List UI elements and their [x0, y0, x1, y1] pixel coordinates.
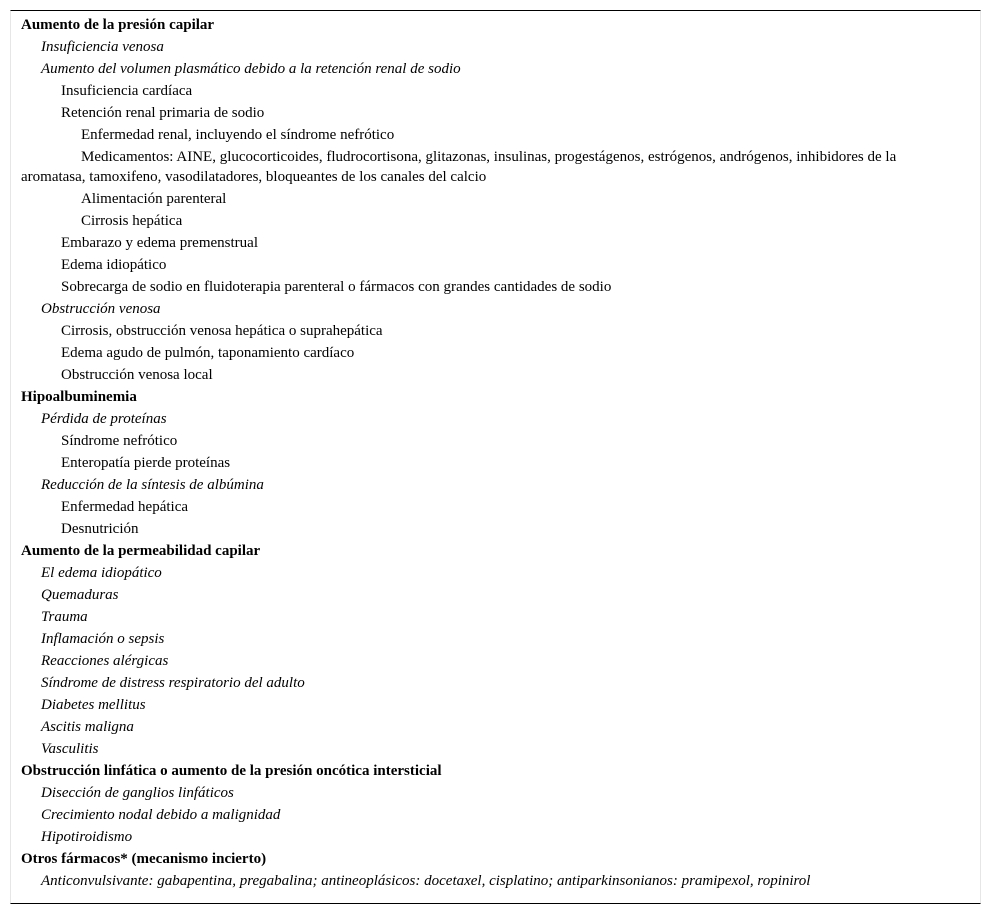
- cause-item: Enfermedad hepática: [61, 499, 189, 515]
- subcategory-item: Insuficiencia venosa: [41, 39, 164, 55]
- table-body: [21, 14, 951, 893]
- cause-item: Edema idiopático: [61, 257, 167, 273]
- cause-item: Enteropatía pierde proteínas: [61, 455, 231, 471]
- category-heading: Aumento de la permeabilidad capilar: [21, 543, 261, 559]
- sub-cause-item: Alimentación parenteral: [81, 191, 227, 207]
- sub-cause-item: Enfermedad renal, incluyendo el síndrome nefrótico: [81, 127, 395, 143]
- subcategory-item: Quemaduras: [41, 587, 119, 603]
- causes-of-edema-table: [10, 10, 981, 904]
- subcategory-item: Inflamación o sepsis: [41, 631, 165, 647]
- subcategory-item: Síndrome de distress respiratorio del adulto: [41, 675, 305, 691]
- subcategory-item: Obstrucción venosa: [41, 301, 161, 317]
- cause-item: Edema agudo de pulmón, taponamiento cardíaco: [61, 345, 355, 361]
- cause-item: Insuficiencia cardíaca: [61, 83, 193, 99]
- subcategory-item: Aumento del volumen plasmático debido a la retención renal de sodio: [41, 61, 461, 77]
- subcategory-item: Reducción de la síntesis de albúmina: [41, 477, 264, 493]
- subcategory-item: Pérdida de proteínas: [41, 411, 167, 427]
- subcategory-item: Anticonvulsivante: gabapentina, pregabalina; antineoplásicos: docetaxel, cisplatino; antiparkinsonianos: pramipexol, ropinirol: [41, 873, 811, 889]
- cause-item: Sobrecarga de sodio en fluidoterapia parenteral o fármacos con grandes cantidades de sodio: [61, 279, 612, 295]
- cause-item: Embarazo y edema premenstrual: [61, 235, 258, 251]
- subcategory-item: Hipotiroidismo: [41, 829, 133, 845]
- subcategory-item: Ascitis maligna: [41, 719, 134, 735]
- category-heading: Obstrucción linfática o aumento de la presión oncótica intersticial: [21, 763, 442, 779]
- cause-item: Obstrucción venosa local: [61, 367, 213, 383]
- subcategory-item: Vasculitis: [41, 741, 99, 757]
- cause-item: Síndrome nefrótico: [61, 433, 178, 449]
- cause-item: Retención renal primaria de sodio: [61, 105, 265, 121]
- subcategory-item: El edema idiopático: [41, 565, 162, 581]
- sub-cause-item: Medicamentos: AINE, glucocorticoides, fludrocortisona, glitazonas, insulinas, progestágenos, estrógenos, andrógenos, inhibidores de la aromatasa, tamoxifeno, vasodilatadores, bloqueantes de los canales del calcio: [21, 149, 897, 185]
- subcategory-item: Crecimiento nodal debido a malignidad: [41, 807, 281, 823]
- cause-item: Cirrosis, obstrucción venosa hepática o suprahepática: [61, 323, 383, 339]
- subcategory-item: Reacciones alérgicas: [41, 653, 169, 669]
- subcategory-item: Disección de ganglios linfáticos: [41, 785, 234, 801]
- category-heading: Aumento de la presión capilar: [21, 17, 215, 33]
- cause-item: Desnutrición: [61, 521, 139, 537]
- subcategory-item: Diabetes mellitus: [41, 697, 146, 713]
- category-heading: Otros fármacos* (mecanismo incierto): [21, 851, 267, 867]
- category-heading: Hipoalbuminemia: [21, 389, 137, 405]
- sub-cause-item: Cirrosis hepática: [81, 213, 183, 229]
- subcategory-item: Trauma: [41, 609, 88, 625]
